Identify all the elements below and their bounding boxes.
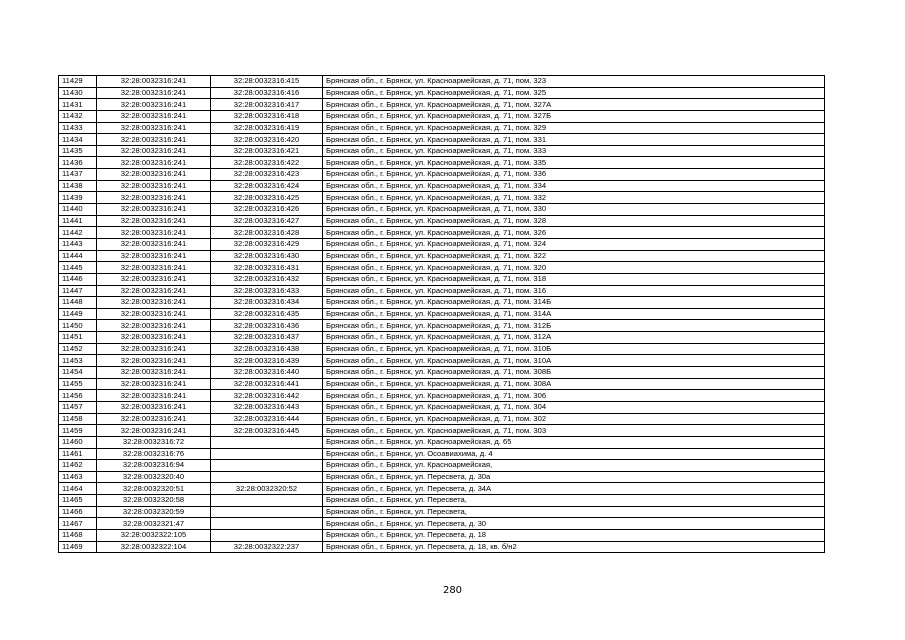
object-number-cell: 32:28:0032316:439 [211, 355, 323, 367]
table-row [59, 471, 825, 483]
row-number-cell: 11454 [59, 367, 97, 379]
table-row [59, 250, 825, 262]
object-number-cell: 32:28:0032316:432 [211, 273, 323, 285]
cadastral-number-cell: 32:28:0032316:241 [97, 343, 211, 355]
table-row [59, 76, 825, 88]
row-number-cell: 11452 [59, 343, 97, 355]
row-number-cell: 11433 [59, 122, 97, 134]
address-cell: Брянская обл., г. Брянск, ул. Красноармейская, д. 71, пом. 304 [323, 401, 825, 413]
row-number-cell: 11463 [59, 471, 97, 483]
object-number-cell [211, 448, 323, 460]
row-number-cell: 11458 [59, 413, 97, 425]
row-number-cell: 11443 [59, 238, 97, 250]
address-cell: Брянская обл., г. Брянск, ул. Красноармейская, д. 71, пом. 314Б [323, 297, 825, 309]
cadastral-number-cell: 32:28:0032316:241 [97, 76, 211, 88]
cadastral-number-cell: 32:28:0032316:241 [97, 413, 211, 425]
table-row [59, 122, 825, 134]
cadastral-number-cell: 32:28:0032316:241 [97, 355, 211, 367]
address-cell: Брянская обл., г. Брянск, ул. Пересвета, д. 30 [323, 518, 825, 530]
table-row [59, 87, 825, 99]
cadastral-number-cell: 32:28:0032316:241 [97, 134, 211, 146]
address-cell: Брянская обл., г. Брянск, ул. Красноармейская, [323, 460, 825, 472]
cadastral-number-cell: 32:28:0032316:241 [97, 320, 211, 332]
address-cell: Брянская обл., г. Брянск, ул. Красноармейская, д. 71, пом. 312Б [323, 320, 825, 332]
address-cell: Брянская обл., г. Брянск, ул. Красноармейская, д. 71, пом. 318 [323, 273, 825, 285]
object-number-cell: 32:28:0032316:422 [211, 157, 323, 169]
address-cell: Брянская обл., г. Брянск, ул. Красноармейская, д. 71, пом. 316 [323, 285, 825, 297]
table-row [59, 204, 825, 216]
row-number-cell: 11437 [59, 169, 97, 181]
cadastral-number-cell: 32:28:0032316:241 [97, 308, 211, 320]
row-number-cell: 11450 [59, 320, 97, 332]
row-number-cell: 11434 [59, 134, 97, 146]
table-row [59, 273, 825, 285]
table-row [59, 413, 825, 425]
address-cell: Брянская обл., г. Брянск, ул. Красноармейская, д. 71, пом. 334 [323, 180, 825, 192]
row-number-cell: 11455 [59, 378, 97, 390]
row-number-cell: 11449 [59, 308, 97, 320]
cadastral-number-cell: 32:28:0032316:241 [97, 401, 211, 413]
address-cell: Брянская обл., г. Брянск, ул. Красноармейская, д. 71, пом. 327Б [323, 110, 825, 122]
address-cell: Брянская обл., г. Брянск, ул. Красноармейская, д. 71, пом. 329 [323, 122, 825, 134]
object-number-cell: 32:28:0032316:415 [211, 76, 323, 88]
cadastral-number-cell: 32:28:0032316:241 [97, 367, 211, 379]
table-row [59, 343, 825, 355]
row-number-cell: 11453 [59, 355, 97, 367]
cadastral-number-cell: 32:28:0032316:241 [97, 425, 211, 437]
object-number-cell: 32:28:0032316:416 [211, 87, 323, 99]
address-cell: Брянская обл., г. Брянск, ул. Красноармейская, д. 71, пом. 331 [323, 134, 825, 146]
object-number-cell: 32:28:0032316:431 [211, 262, 323, 274]
object-number-cell: 32:28:0032316:442 [211, 390, 323, 402]
object-number-cell: 32:28:0032316:423 [211, 169, 323, 181]
address-cell: Брянская обл., г. Брянск, ул. Красноармейская, д. 71, пом. 336 [323, 169, 825, 181]
cadastral-number-cell: 32:28:0032322:104 [97, 541, 211, 553]
table-row [59, 401, 825, 413]
object-number-cell: 32:28:0032316:438 [211, 343, 323, 355]
address-cell: Брянская обл., г. Брянск, ул. Красноармейская, д. 71, пом. 320 [323, 262, 825, 274]
row-number-cell: 11441 [59, 215, 97, 227]
row-number-cell: 11440 [59, 204, 97, 216]
object-number-cell: 32:28:0032316:419 [211, 122, 323, 134]
row-number-cell: 11462 [59, 460, 97, 472]
cadastral-number-cell: 32:28:0032316:72 [97, 436, 211, 448]
row-number-cell: 11465 [59, 495, 97, 507]
address-cell: Брянская обл., г. Брянск, ул. Красноармейская, д. 71, пом. 332 [323, 192, 825, 204]
object-number-cell: 32:28:0032316:434 [211, 297, 323, 309]
cadastral-number-cell: 32:28:0032316:241 [97, 297, 211, 309]
row-number-cell: 11447 [59, 285, 97, 297]
table-row [59, 157, 825, 169]
row-number-cell: 11435 [59, 145, 97, 157]
address-cell: Брянская обл., г. Брянск, ул. Красноармейская, д. 71, пом. 310Б [323, 343, 825, 355]
table-row [59, 169, 825, 181]
address-cell: Брянская обл., г. Брянск, ул. Красноармейская, д. 71, пом. 325 [323, 87, 825, 99]
address-cell: Брянская обл., г. Брянск, ул. Красноармейская, д. 71, пом. 314А [323, 308, 825, 320]
address-cell: Брянская обл., г. Брянск, ул. Красноармейская, д. 71, пом. 310А [323, 355, 825, 367]
row-number-cell: 11451 [59, 332, 97, 344]
cadastral-number-cell: 32:28:0032316:241 [97, 180, 211, 192]
object-number-cell: 32:28:0032316:420 [211, 134, 323, 146]
cadastral-number-cell: 32:28:0032320:59 [97, 506, 211, 518]
cadastral-number-cell: 32:28:0032322:105 [97, 529, 211, 541]
cadastral-number-cell: 32:28:0032316:241 [97, 157, 211, 169]
object-number-cell [211, 460, 323, 472]
cadastral-number-cell: 32:28:0032316:241 [97, 169, 211, 181]
row-number-cell: 11469 [59, 541, 97, 553]
object-number-cell: 32:28:0032316:417 [211, 99, 323, 111]
table-row [59, 308, 825, 320]
object-number-cell [211, 495, 323, 507]
cadastral-number-cell: 32:28:0032320:51 [97, 483, 211, 495]
cadastral-number-cell: 32:28:0032316:241 [97, 238, 211, 250]
address-cell: Брянская обл., г. Брянск, ул. Красноармейская, д. 71, пом. 326 [323, 227, 825, 239]
table-row [59, 506, 825, 518]
address-cell: Брянская обл., г. Брянск, ул. Красноармейская, д. 71, пом. 323 [323, 76, 825, 88]
cadastral-number-cell: 32:28:0032316:241 [97, 145, 211, 157]
object-number-cell [211, 518, 323, 530]
table-row [59, 448, 825, 460]
table-row [59, 460, 825, 472]
object-number-cell: 32:28:0032316:426 [211, 204, 323, 216]
table-row [59, 483, 825, 495]
row-number-cell: 11467 [59, 518, 97, 530]
table-row [59, 215, 825, 227]
table-row [59, 367, 825, 379]
object-number-cell: 32:28:0032316:435 [211, 308, 323, 320]
object-number-cell: 32:28:0032316:436 [211, 320, 323, 332]
address-cell: Брянская обл., г. Брянск, ул. Красноармейская, д. 71, пом. 333 [323, 145, 825, 157]
cadastral-number-cell: 32:28:0032316:241 [97, 273, 211, 285]
object-number-cell: 32:28:0032316:443 [211, 401, 323, 413]
row-number-cell: 11464 [59, 483, 97, 495]
cadastral-number-cell: 32:28:0032316:241 [97, 262, 211, 274]
address-cell: Брянская обл., г. Брянск, ул. Красноармейская, д. 71, пом. 312А [323, 332, 825, 344]
table-row [59, 529, 825, 541]
address-cell: Брянская обл., г. Брянск, ул. Красноармейская, д. 71, пом. 302 [323, 413, 825, 425]
cadastral-number-cell: 32:28:0032316:241 [97, 110, 211, 122]
cadastral-table [58, 75, 825, 553]
table-row [59, 192, 825, 204]
object-number-cell: 32:28:0032316:437 [211, 332, 323, 344]
row-number-cell: 11456 [59, 390, 97, 402]
row-number-cell: 11460 [59, 436, 97, 448]
object-number-cell: 32:28:0032316:441 [211, 378, 323, 390]
table-row [59, 378, 825, 390]
object-number-cell: 32:28:0032316:433 [211, 285, 323, 297]
table-row [59, 390, 825, 402]
object-number-cell: 32:28:0032316:440 [211, 367, 323, 379]
address-cell: Брянская обл., г. Брянск, ул. Красноармейская, д. 71, пом. 308Б [323, 367, 825, 379]
cadastral-number-cell: 32:28:0032316:241 [97, 122, 211, 134]
cadastral-number-cell: 32:28:0032316:241 [97, 204, 211, 216]
address-cell: Брянская обл., г. Брянск, ул. Пересвета, д. 18, кв. б/н2 [323, 541, 825, 553]
object-number-cell: 32:28:0032316:425 [211, 192, 323, 204]
page-number: 280 [442, 585, 463, 596]
row-number-cell: 11432 [59, 110, 97, 122]
row-number-cell: 11466 [59, 506, 97, 518]
cadastral-number-cell: 32:28:0032316:241 [97, 332, 211, 344]
address-cell: Брянская обл., г. Брянск, ул. Красноармейская, д. 71, пом. 324 [323, 238, 825, 250]
object-number-cell: 32:28:0032316:429 [211, 238, 323, 250]
cadastral-number-cell: 32:28:0032316:241 [97, 250, 211, 262]
table-body [59, 76, 825, 553]
address-cell: Брянская обл., г. Брянск, ул. Пересвета, [323, 495, 825, 507]
table-row [59, 99, 825, 111]
table-row [59, 436, 825, 448]
object-number-cell: 32:28:0032320:52 [211, 483, 323, 495]
address-cell: Брянская обл., г. Брянск, ул. Пересвета, д. 34А [323, 483, 825, 495]
address-cell: Брянская обл., г. Брянск, ул. Красноармейская, д. 71, пом. 328 [323, 215, 825, 227]
object-number-cell [211, 506, 323, 518]
row-number-cell: 11429 [59, 76, 97, 88]
object-number-cell [211, 529, 323, 541]
row-number-cell: 11457 [59, 401, 97, 413]
row-number-cell: 11445 [59, 262, 97, 274]
cadastral-number-cell: 32:28:0032316:241 [97, 192, 211, 204]
cadastral-number-cell: 32:28:0032316:241 [97, 390, 211, 402]
table-row [59, 262, 825, 274]
table-row [59, 285, 825, 297]
address-cell: Брянская обл., г. Брянск, ул. Красноармейская, д. 71, пом. 303 [323, 425, 825, 437]
table-row [59, 541, 825, 553]
table-row [59, 238, 825, 250]
cadastral-number-cell: 32:28:0032316:241 [97, 378, 211, 390]
row-number-cell: 11446 [59, 273, 97, 285]
object-number-cell: 32:28:0032316:430 [211, 250, 323, 262]
table-row [59, 180, 825, 192]
object-number-cell: 32:28:0032316:421 [211, 145, 323, 157]
address-cell: Брянская обл., г. Брянск, ул. Красноармейская, д. 71, пом. 327А [323, 99, 825, 111]
address-cell: Брянская обл., г. Брянск, ул. Красноармейская, д. 71, пом. 308А [323, 378, 825, 390]
row-number-cell: 11461 [59, 448, 97, 460]
cadastral-number-cell: 32:28:0032316:76 [97, 448, 211, 460]
table-row [59, 518, 825, 530]
object-number-cell [211, 436, 323, 448]
address-cell: Брянская обл., г. Брянск, ул. Красноармейская, д. 71, пом. 330 [323, 204, 825, 216]
object-number-cell: 32:28:0032316:428 [211, 227, 323, 239]
address-cell: Брянская обл., г. Брянск, ул. Пересвета, д. 30а [323, 471, 825, 483]
cadastral-number-cell: 32:28:0032316:241 [97, 99, 211, 111]
row-number-cell: 11439 [59, 192, 97, 204]
table-row [59, 495, 825, 507]
cadastral-number-cell: 32:28:0032316:241 [97, 227, 211, 239]
row-number-cell: 11459 [59, 425, 97, 437]
address-cell: Брянская обл., г. Брянск, ул. Красноармейская, д. 65 [323, 436, 825, 448]
object-number-cell: 32:28:0032316:418 [211, 110, 323, 122]
cadastral-number-cell: 32:28:0032320:58 [97, 495, 211, 507]
object-number-cell: 32:28:0032322:237 [211, 541, 323, 553]
address-cell: Брянская обл., г. Брянск, ул. Пересвета, д. 18 [323, 529, 825, 541]
address-cell: Брянская обл., г. Брянск, ул. Осоавиахима, д. 4 [323, 448, 825, 460]
row-number-cell: 11448 [59, 297, 97, 309]
object-number-cell: 32:28:0032316:445 [211, 425, 323, 437]
object-number-cell [211, 471, 323, 483]
cadastral-number-cell: 32:28:0032316:241 [97, 87, 211, 99]
cadastral-number-cell: 32:28:0032316:94 [97, 460, 211, 472]
row-number-cell: 11442 [59, 227, 97, 239]
row-number-cell: 11438 [59, 180, 97, 192]
address-cell: Брянская обл., г. Брянск, ул. Красноармейская, д. 71, пом. 335 [323, 157, 825, 169]
object-number-cell: 32:28:0032316:427 [211, 215, 323, 227]
cadastral-number-cell: 32:28:0032316:241 [97, 215, 211, 227]
row-number-cell: 11430 [59, 87, 97, 99]
table-row [59, 134, 825, 146]
cadastral-number-cell: 32:28:0032321:47 [97, 518, 211, 530]
address-cell: Брянская обл., г. Брянск, ул. Пересвета, [323, 506, 825, 518]
address-cell: Брянская обл., г. Брянск, ул. Красноармейская, д. 71, пом. 322 [323, 250, 825, 262]
object-number-cell: 32:28:0032316:444 [211, 413, 323, 425]
table-row [59, 425, 825, 437]
table-row [59, 227, 825, 239]
table-row [59, 320, 825, 332]
table-row [59, 332, 825, 344]
row-number-cell: 11468 [59, 529, 97, 541]
object-number-cell: 32:28:0032316:424 [211, 180, 323, 192]
address-cell: Брянская обл., г. Брянск, ул. Красноармейская, д. 71, пом. 306 [323, 390, 825, 402]
cadastral-number-cell: 32:28:0032316:241 [97, 285, 211, 297]
table-row [59, 297, 825, 309]
row-number-cell: 11436 [59, 157, 97, 169]
table-row [59, 145, 825, 157]
row-number-cell: 11444 [59, 250, 97, 262]
row-number-cell: 11431 [59, 99, 97, 111]
cadastral-number-cell: 32:28:0032320:40 [97, 471, 211, 483]
table-row [59, 110, 825, 122]
table-row [59, 355, 825, 367]
